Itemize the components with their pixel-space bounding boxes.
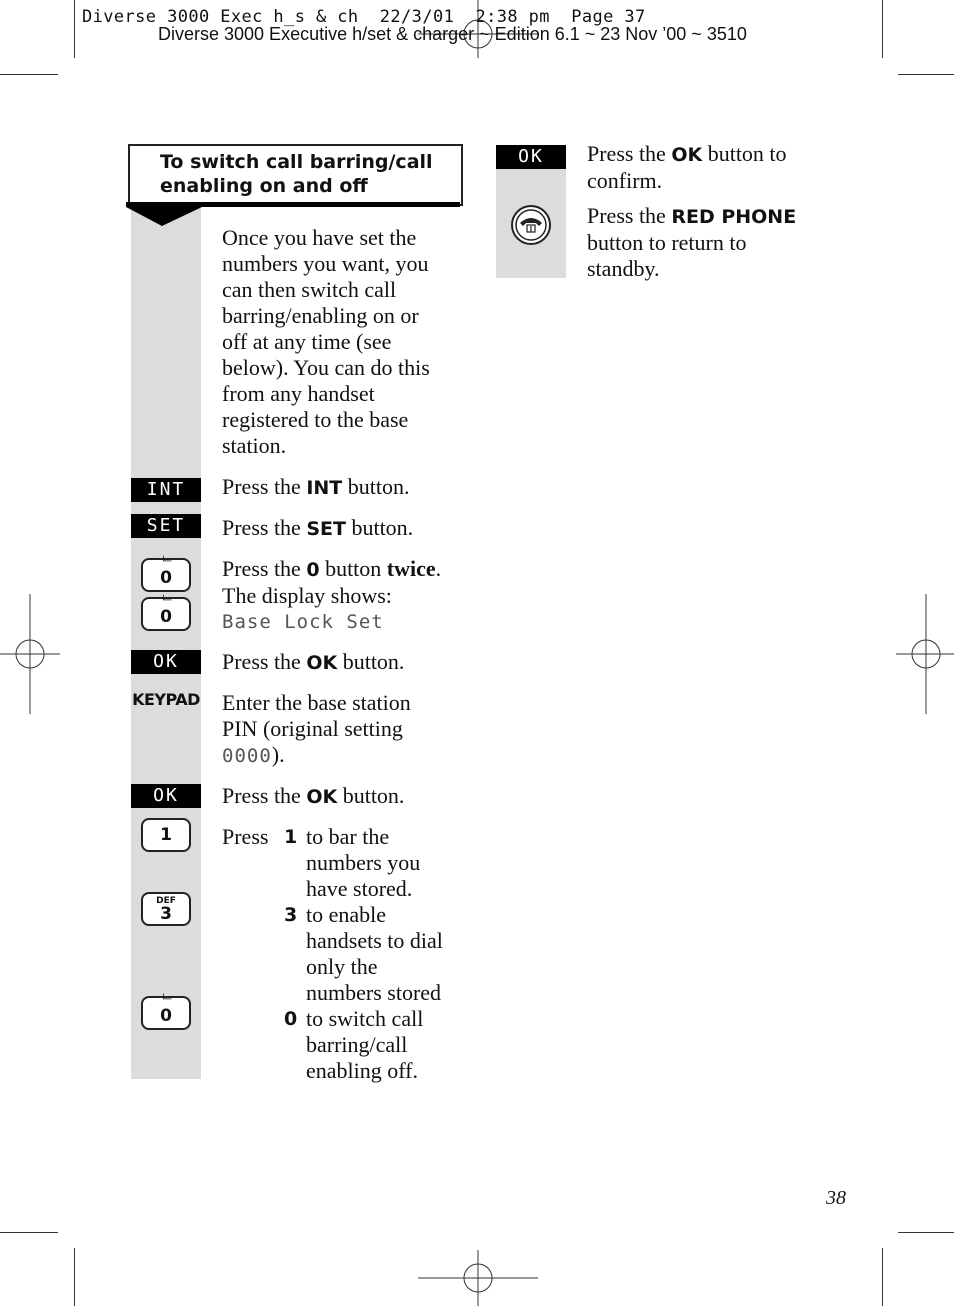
intro-line: can then switch call: [222, 277, 397, 302]
intro-line: below). You can do this: [222, 355, 430, 380]
section-title: [160, 150, 433, 198]
red-phone-icon: [510, 204, 552, 246]
key-0-icon: └─ 0: [141, 558, 191, 592]
icon-column: [131, 200, 201, 1079]
step-zero-twice: Press the 0 button twice. The display shows: Base Lock Set: [222, 556, 442, 633]
intro-line: off at any time (see: [222, 329, 392, 354]
display-readout: Base Lock Set: [222, 611, 384, 633]
set-button-icon: SET: [131, 514, 201, 538]
title-box-shadow: [126, 198, 460, 228]
step-keypad: Enter the base station PIN (original setting 0000).: [222, 690, 411, 767]
intro-line: barring/enabling on or: [222, 303, 419, 328]
crop-mark: [0, 1232, 58, 1233]
registration-mark-right: [896, 594, 954, 714]
crop-mark: [898, 1232, 954, 1233]
intro-line: numbers you want, you: [222, 251, 429, 276]
section-title-line: To switch call barring/call: [160, 151, 433, 173]
option-0-text: to switch call barring/call enabling off.: [306, 1006, 424, 1083]
key-0-icon: └─ 0: [141, 597, 191, 631]
press-label: Press: [222, 824, 269, 849]
ok-button-icon: OK: [131, 650, 201, 674]
ok-button-icon: OK: [131, 784, 201, 808]
key-0-icon: └─ 0: [141, 996, 191, 1030]
option-key-3: 3: [284, 904, 298, 926]
step-confirm: Press the OK button to confirm.: [587, 141, 787, 193]
intro-paragraph: [222, 225, 430, 459]
crop-mark: [0, 74, 58, 75]
key-3-icon: DEF 3: [141, 892, 191, 926]
section-title-line: enabling on and off: [160, 175, 368, 197]
registration-mark-bottom: [418, 1246, 538, 1306]
step-set: Press the SET button.: [222, 515, 414, 540]
option-key-1: 1: [284, 826, 298, 848]
print-header-line: Diverse 3000 Exec h_s & ch 22/3/01 2:38 pm Page 37: [82, 7, 646, 27]
registration-mark-left: [0, 594, 60, 714]
crop-mark: [74, 0, 75, 58]
crop-mark: [74, 1248, 75, 1306]
page-number: 38: [826, 1187, 846, 1209]
step-red-phone: Press the RED PHONE button to return to standby.: [587, 203, 797, 281]
key-1-icon: 1: [141, 818, 191, 852]
intro-line: Once you have set the: [222, 225, 417, 250]
option-key-0: 0: [284, 1008, 298, 1030]
step-ok: Press the OK button.: [222, 783, 405, 808]
int-button-icon: INT: [131, 478, 201, 502]
step-ok: Press the OK button.: [222, 649, 405, 674]
crop-mark: [882, 0, 883, 58]
intro-line: station.: [222, 433, 287, 458]
option-1-text: to bar the numbers you have stored.: [306, 824, 421, 901]
ok-button-icon: OK: [496, 145, 566, 169]
intro-line: registered to the base: [222, 407, 409, 432]
keypad-icon: KEYPAD: [132, 690, 200, 709]
crop-mark: [882, 1248, 883, 1306]
option-3-text: to enable handsets to dial only the numbers stored: [306, 902, 443, 1005]
intro-line: from any handset: [222, 381, 375, 406]
crop-mark: [898, 74, 954, 75]
edition-header-line: Diverse 3000 Executive h/set & charger ~ Edition 6.1 ~ 23 Nov ’00 ~ 3510: [158, 24, 747, 44]
step-int: Press the INT button.: [222, 474, 410, 499]
